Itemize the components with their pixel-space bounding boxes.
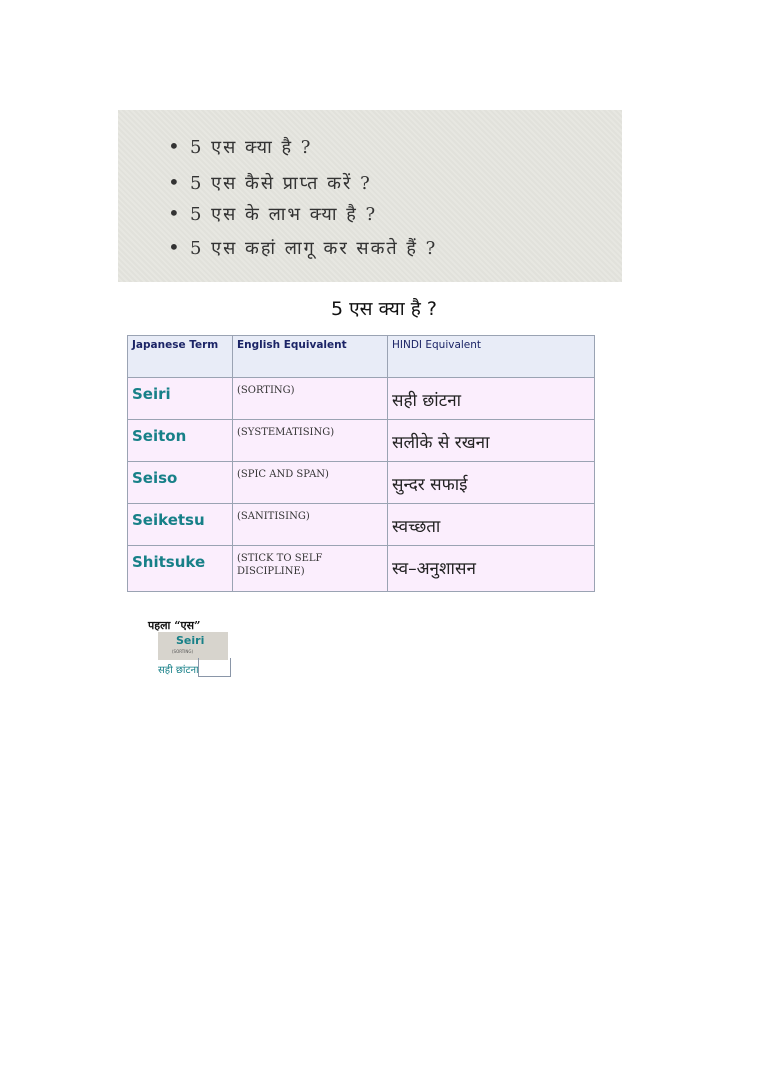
english-equivalent: (STICK TO SELF DISCIPLINE) — [233, 546, 388, 592]
thumbnail-term: Seiri — [176, 634, 205, 647]
japanese-term: Seiketsu — [128, 504, 233, 546]
table-row — [128, 420, 595, 462]
slide-image — [118, 110, 622, 282]
japanese-term: Shitsuke — [128, 546, 233, 592]
english-equivalent: (SANITISING) — [233, 504, 388, 546]
thumbnail-title: पहला “एस” — [148, 619, 201, 632]
section-heading: 5 एस क्या है ? — [331, 298, 437, 320]
table-row — [128, 546, 595, 592]
table-row — [128, 462, 595, 504]
thumbnail-hindi: सही छांटना — [158, 665, 199, 676]
list-item: • 5 एस के लाभ क्या है ? — [168, 201, 378, 225]
english-equivalent: (SPIC AND SPAN) — [233, 462, 388, 504]
english-equivalent: (SYSTEMATISING) — [233, 420, 388, 462]
thumbnail-subterm: (SORTING) — [172, 649, 194, 654]
hindi-equivalent: सलीके से रखना — [388, 420, 595, 462]
hindi-equivalent: स्व–अनुशासन — [388, 546, 595, 592]
column-header: English Equivalent — [233, 336, 388, 378]
selection-marker — [198, 658, 231, 677]
hindi-equivalent: सही छांटना — [388, 378, 595, 420]
japanese-term: Seiso — [128, 462, 233, 504]
japanese-term: Seiton — [128, 420, 233, 462]
hindi-equivalent: स्वच्छता — [388, 504, 595, 546]
list-item: • 5 एस कहां लागू कर सकते हैं ? — [168, 235, 438, 259]
terms-table — [127, 335, 595, 592]
table-row — [128, 504, 595, 546]
column-header: Japanese Term — [128, 336, 233, 378]
hindi-equivalent: सुन्दर सफाई — [388, 462, 595, 504]
english-equivalent: (SORTING) — [233, 378, 388, 420]
bullet-icon: • — [168, 201, 182, 225]
bullet-icon: • — [168, 134, 182, 158]
list-item: • 5 एस क्या है ? — [168, 134, 313, 158]
table-header-row — [128, 336, 595, 378]
column-header: HINDI Equivalent — [388, 336, 595, 378]
japanese-term: Seiri — [128, 378, 233, 420]
table-row — [128, 378, 595, 420]
list-item: • 5 एस कैसे प्राप्त करें ? — [168, 170, 372, 194]
thumbnail-image — [158, 632, 228, 660]
bullet-icon: • — [168, 235, 182, 259]
bullet-icon: • — [168, 170, 182, 194]
